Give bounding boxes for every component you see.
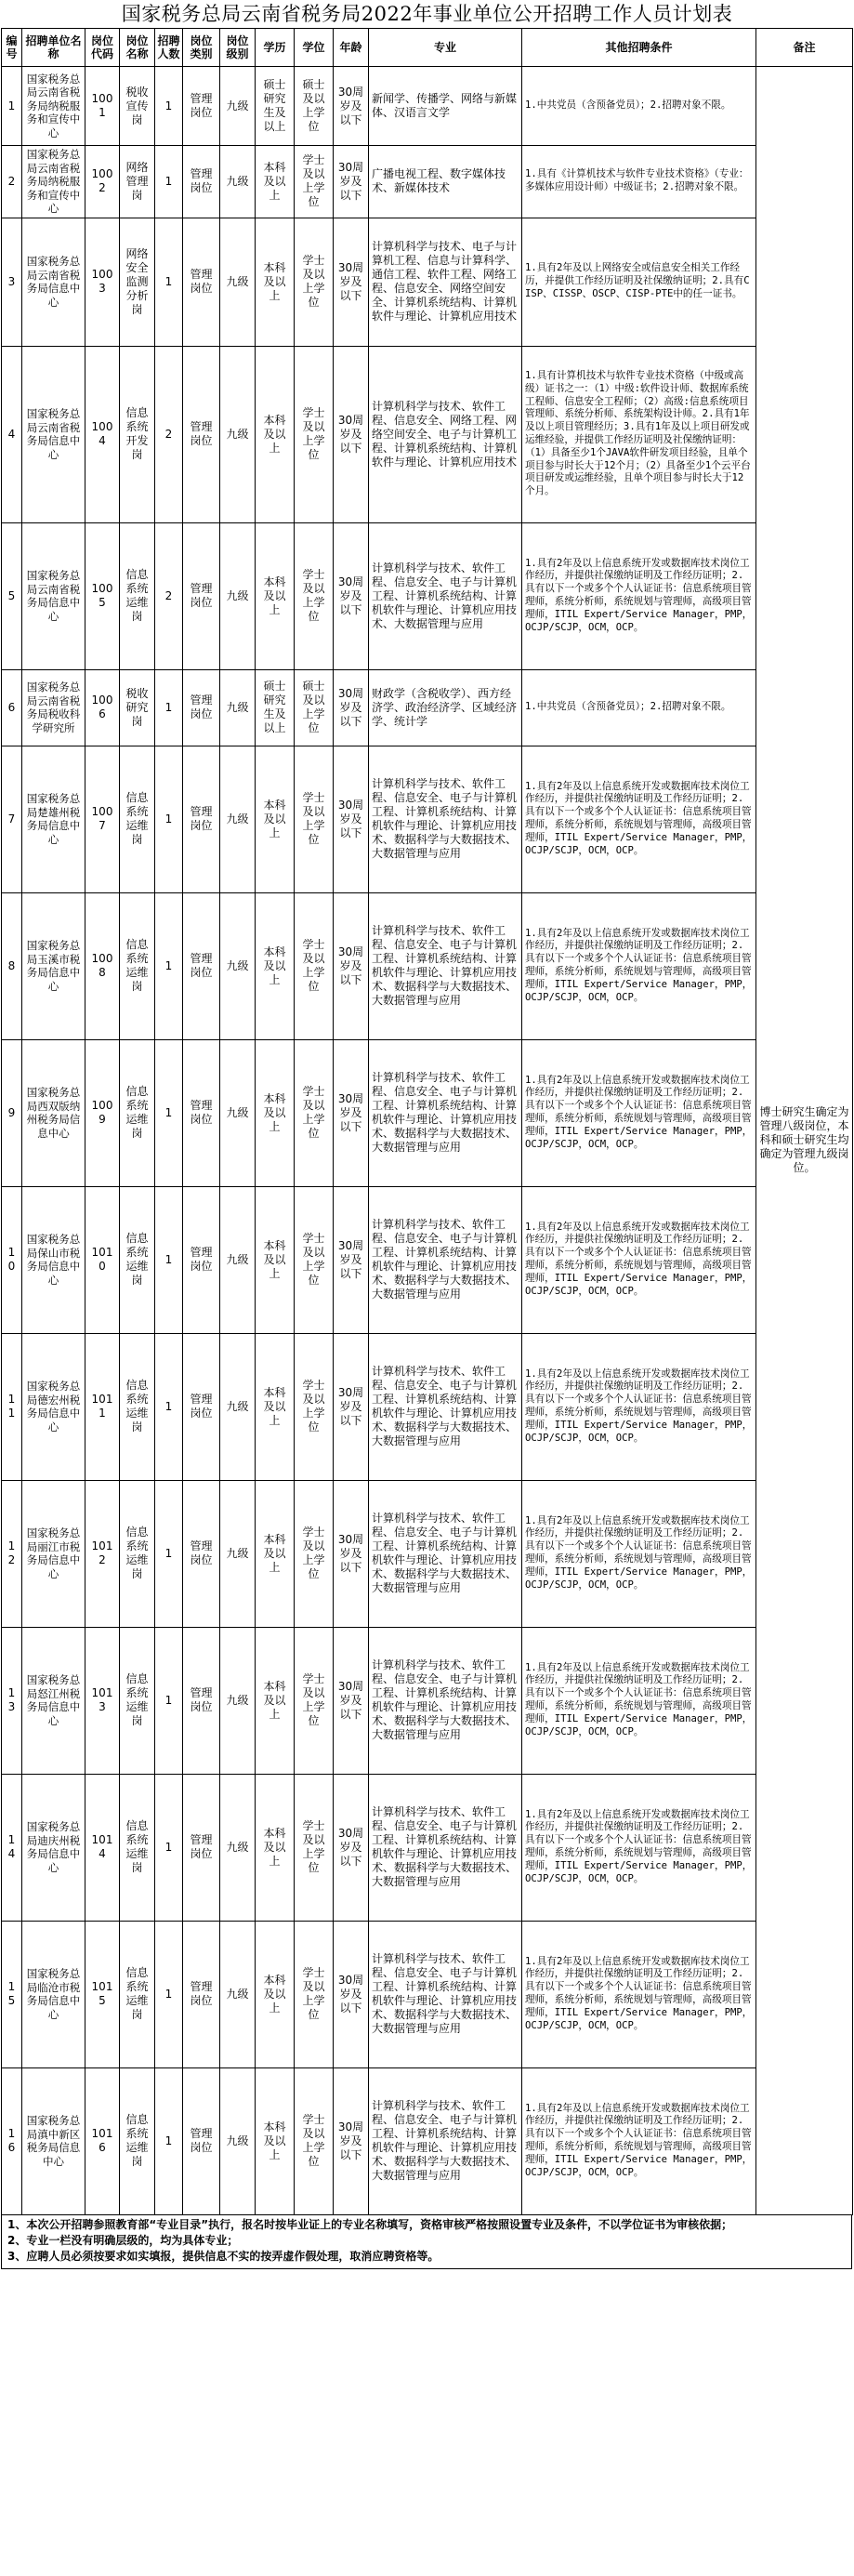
unit-name-cell: 国家税务总局云南省税务局税收科学研究所 (22, 669, 85, 746)
header-cell: 岗位类别 (183, 29, 220, 67)
post-code-cell: 1014 (85, 1774, 120, 1921)
age-limit-cell: 30周岁及以下 (334, 1480, 369, 1627)
post-category-cell: 管理岗位 (183, 892, 220, 1039)
education-cell: 本科及以上 (256, 1186, 295, 1333)
other-conditions-cell: 1.具有2年及以上信息系统开发或数据库技术岗位工作经历，并提供社保缴纳证明及工作经历证明；2.具有以下一个或多个个人认证证书：信息系统项目管理师，系统分析师，系统规划与管理师，高级项目管理师，ITIL Expert/Service Manager，PMP，OCJP/SCJP，OCM，OCP。 (522, 1333, 756, 1480)
header-cell: 学历 (256, 29, 295, 67)
header-cell: 岗位代码 (85, 29, 120, 67)
age-limit-cell: 30周岁及以下 (334, 1627, 369, 1774)
table-row (2, 146, 853, 218)
major-cell: 计算机科学与技术、软件工程、信息安全、电子与计算机工程、计算机系统结构、计算机软件与理论、计算机应用技术、数据科学与大数据技术、大数据管理与应用 (369, 746, 522, 892)
page-title: 国家税务总局云南省税务局2022年事业单位公开招聘工作人员计划表 (121, 3, 733, 25)
post-category-cell: 管理岗位 (183, 1480, 220, 1627)
hire-count-cell: 1 (155, 746, 183, 892)
degree-cell: 学士及以上学位 (295, 1186, 334, 1333)
header-cell: 年龄 (334, 29, 369, 67)
header-cell: 岗位级别 (220, 29, 256, 67)
post-name-cell: 信息系统开发岗 (120, 346, 155, 522)
major-cell: 计算机科学与技术、电子与计算机工程、信息与计算科学、通信工程、软件工程、网络工程、信息安全、网络空间安全、计算机系统结构、计算机软件与理论、计算机应用技术 (369, 218, 522, 346)
post-level-cell: 九级 (220, 67, 256, 146)
post-category-cell: 管理岗位 (183, 146, 220, 218)
header-cell: 招聘人数 (155, 29, 183, 67)
table-row (2, 522, 853, 669)
education-cell: 本科及以上 (256, 892, 295, 1039)
age-limit-cell: 30周岁及以下 (334, 67, 369, 146)
age-limit-cell: 30周岁及以下 (334, 669, 369, 746)
row-number-cell: 16 (2, 2067, 22, 2214)
degree-cell: 硕士及以上学位 (295, 67, 334, 146)
education-cell: 本科及以上 (256, 218, 295, 346)
row-number-cell: 13 (2, 1627, 22, 1774)
header-cell: 专业 (369, 29, 522, 67)
post-level-cell: 九级 (220, 746, 256, 892)
header-cell: 编号 (2, 29, 22, 67)
row-number-cell: 3 (2, 218, 22, 346)
table-row (2, 346, 853, 522)
other-conditions-cell: 1.中共党员（含预备党员）；2.招聘对象不限。 (522, 669, 756, 746)
degree-cell: 学士及以上学位 (295, 2067, 334, 2214)
row-number-cell: 6 (2, 669, 22, 746)
post-code-cell: 1008 (85, 892, 120, 1039)
post-level-cell: 九级 (220, 146, 256, 218)
post-code-cell: 1009 (85, 1039, 120, 1186)
unit-name-cell: 国家税务总局丽江市税务局信息中心 (22, 1480, 85, 1627)
other-conditions-cell: 1.具有2年及以上信息系统开发或数据库技术岗位工作经历，并提供社保缴纳证明及工作经历证明；2.具有以下一个或多个个人认证证书：信息系统项目管理师，系统分析师，系统规划与管理师，高级项目管理师，ITIL Expert/Service Manager，PMP，OCJP/SCJP，OCM，OCP。 (522, 2067, 756, 2214)
unit-name-cell: 国家税务总局云南省税务局信息中心 (22, 522, 85, 669)
other-conditions-cell: 1.中共党员（含预备党员）；2.招聘对象不限。 (522, 67, 756, 146)
post-code-cell: 1011 (85, 1333, 120, 1480)
post-name-cell: 信息系统运维岗 (120, 1480, 155, 1627)
major-cell: 计算机科学与技术、软件工程、信息安全、电子与计算机工程、计算机系统结构、计算机软件与理论、计算机应用技术、数据科学与大数据技术、大数据管理与应用 (369, 892, 522, 1039)
table-row (2, 2067, 853, 2214)
row-number-cell: 1 (2, 67, 22, 146)
hire-count-cell: 1 (155, 1186, 183, 1333)
education-cell: 本科及以上 (256, 2067, 295, 2214)
hire-count-cell: 1 (155, 67, 183, 146)
degree-cell: 硕士及以上学位 (295, 669, 334, 746)
post-level-cell: 九级 (220, 669, 256, 746)
post-name-cell: 信息系统运维岗 (120, 2067, 155, 2214)
post-category-cell: 管理岗位 (183, 2067, 220, 2214)
unit-name-cell: 国家税务总局临沧市税务局信息中心 (22, 1921, 85, 2067)
table-row (2, 746, 853, 892)
header-cell: 其他招聘条件 (522, 29, 756, 67)
post-category-cell: 管理岗位 (183, 218, 220, 346)
unit-name-cell: 国家税务总局云南省税务局信息中心 (22, 218, 85, 346)
degree-cell: 学士及以上学位 (295, 146, 334, 218)
post-name-cell: 信息系统运维岗 (120, 1627, 155, 1774)
post-name-cell: 网络安全监测分析岗 (120, 218, 155, 346)
note-line: 2、专业一栏没有明确层级的，均为具体专业； (7, 2233, 239, 2247)
row-number-cell: 12 (2, 1480, 22, 1627)
unit-name-cell: 国家税务总局滇中新区税务局信息中心 (22, 2067, 85, 2214)
education-cell: 本科及以上 (256, 1333, 295, 1480)
other-conditions-cell: 1.具有《计算机技术与软件专业技术资格》（专业：多媒体应用设计师）中级证书；2.招聘对象不限。 (522, 146, 756, 218)
unit-name-cell: 国家税务总局怒江州税务局信息中心 (22, 1627, 85, 1774)
degree-cell: 学士及以上学位 (295, 1039, 334, 1186)
other-conditions-cell: 1.具有2年及以上信息系统开发或数据库技术岗位工作经历，并提供社保缴纳证明及工作经历证明；2.具有以下一个或多个个人认证证书：信息系统项目管理师，系统分析师，系统规划与管理师，高级项目管理师，ITIL Expert/Service Manager，PMP，OCJP/SCJP，OCM，OCP。 (522, 892, 756, 1039)
hire-count-cell: 2 (155, 522, 183, 669)
hire-count-cell: 1 (155, 892, 183, 1039)
row-number-cell: 10 (2, 1186, 22, 1333)
unit-name-cell: 国家税务总局德宏州税务局信息中心 (22, 1333, 85, 1480)
major-cell: 计算机科学与技术、软件工程、信息安全、电子与计算机工程、计算机系统结构、计算机软件与理论、计算机应用技术、数据科学与大数据技术、大数据管理与应用 (369, 1480, 522, 1627)
other-conditions-cell: 1.具有2年及以上信息系统开发或数据库技术岗位工作经历，并提供社保缴纳证明及工作经历证明；2.具有以下一个或多个个人认证证书：信息系统项目管理师，系统分析师，系统规划与管理师，高级项目管理师，ITIL Expert/Service Manager，PMP，OCJP/SCJP，OCM，OCP。 (522, 746, 756, 892)
table-row (2, 67, 853, 146)
note-line: 1、本次公开招聘参照教育部“专业目录”执行，报名时按毕业证上的专业名称填写，资格审核严格按照设置专业及条件，不以学位证书为审核依据； (7, 2217, 733, 2231)
age-limit-cell: 30周岁及以下 (334, 892, 369, 1039)
post-category-cell: 管理岗位 (183, 669, 220, 746)
degree-cell: 学士及以上学位 (295, 746, 334, 892)
age-limit-cell: 30周岁及以下 (334, 2067, 369, 2214)
post-category-cell: 管理岗位 (183, 1333, 220, 1480)
post-level-cell: 九级 (220, 1480, 256, 1627)
major-cell: 计算机科学与技术、软件工程、信息安全、电子与计算机工程、计算机系统结构、计算机软件与理论、计算机应用技术、数据科学与大数据技术、大数据管理与应用 (369, 1921, 522, 2067)
row-number-cell: 15 (2, 1921, 22, 2067)
degree-cell: 学士及以上学位 (295, 892, 334, 1039)
table-row (2, 669, 853, 746)
row-number-cell: 14 (2, 1774, 22, 1921)
post-level-cell: 九级 (220, 218, 256, 346)
post-level-cell: 九级 (220, 522, 256, 669)
major-cell: 计算机科学与技术、软件工程、信息安全、电子与计算机工程、计算机系统结构、计算机软件与理论、计算机应用技术、数据科学与大数据技术、大数据管理与应用 (369, 1039, 522, 1186)
major-cell: 计算机科学与技术、软件工程、信息安全、网络工程、网络空间安全、电子与计算机工程、计算机系统结构、计算机软件与理论、计算机应用技术 (369, 346, 522, 522)
education-cell: 硕士研究生及以上 (256, 67, 295, 146)
post-name-cell: 税收研究岗 (120, 669, 155, 746)
major-cell: 新闻学、传播学、网络与新媒体、汉语言文学 (369, 67, 522, 146)
other-conditions-cell: 1.具有2年及以上信息系统开发或数据库技术岗位工作经历，并提供社保缴纳证明及工作经历证明；2.具有以下一个或多个个人认证证书：信息系统项目管理师，系统分析师，系统规划与管理师，高级项目管理师，ITIL Expert/Service Manager，PMP，OCJP/SCJP，OCM，OCP。 (522, 1480, 756, 1627)
education-cell: 硕士研究生及以上 (256, 669, 295, 746)
education-cell: 本科及以上 (256, 1921, 295, 2067)
post-code-cell: 1007 (85, 746, 120, 892)
post-name-cell: 信息系统运维岗 (120, 1333, 155, 1480)
age-limit-cell: 30周岁及以下 (334, 346, 369, 522)
major-cell: 计算机科学与技术、软件工程、信息安全、电子与计算机工程、计算机系统结构、计算机软件与理论、计算机应用技术、数据科学与大数据技术、大数据管理与应用 (369, 1627, 522, 1774)
degree-cell: 学士及以上学位 (295, 218, 334, 346)
unit-name-cell: 国家税务总局保山市税务局信息中心 (22, 1186, 85, 1333)
other-conditions-cell: 1.具有2年及以上信息系统开发或数据库技术岗位工作经历，并提供社保缴纳证明及工作经历证明；2.具有以下一个或多个个人认证证书：信息系统项目管理师，系统分析师，系统规划与管理师，高级项目管理师，ITIL Expert/Service Manager，PMP，OCJP/SCJP，OCM，OCP。 (522, 522, 756, 669)
row-number-cell: 4 (2, 346, 22, 522)
post-code-cell: 1004 (85, 346, 120, 522)
table-row (2, 1333, 853, 1480)
post-category-cell: 管理岗位 (183, 746, 220, 892)
education-cell: 本科及以上 (256, 1774, 295, 1921)
other-conditions-cell: 1.具有2年及以上网络安全或信息安全相关工作经历，并提供工作经历证明及社保缴纳证明；2.具有CISP、CISSP、OSCP、CISP-PTE中的任一证书。 (522, 218, 756, 346)
post-category-cell: 管理岗位 (183, 522, 220, 669)
table-header-row (2, 29, 853, 67)
post-category-cell: 管理岗位 (183, 346, 220, 522)
age-limit-cell: 30周岁及以下 (334, 1186, 369, 1333)
post-name-cell: 信息系统运维岗 (120, 1186, 155, 1333)
post-level-cell: 九级 (220, 1921, 256, 2067)
hire-count-cell: 1 (155, 1333, 183, 1480)
post-category-cell: 管理岗位 (183, 1627, 220, 1774)
row-number-cell: 11 (2, 1333, 22, 1480)
row-number-cell: 5 (2, 522, 22, 669)
table-row (2, 1627, 853, 1774)
major-cell: 财政学（含税收学）、西方经济学、政治经济学、区域经济学、统计学 (369, 669, 522, 746)
post-code-cell: 1010 (85, 1186, 120, 1333)
table-row (2, 218, 853, 346)
header-cell: 岗位名称 (120, 29, 155, 67)
major-cell: 计算机科学与技术、软件工程、信息安全、电子与计算机工程、计算机系统结构、计算机软件与理论、计算机应用技术、数据科学与大数据技术、大数据管理与应用 (369, 2067, 522, 2214)
education-cell: 本科及以上 (256, 746, 295, 892)
post-code-cell: 1001 (85, 67, 120, 146)
table-row (2, 1921, 853, 2067)
other-conditions-cell: 1.具有2年及以上信息系统开发或数据库技术岗位工作经历，并提供社保缴纳证明及工作经历证明；2.具有以下一个或多个个人认证证书：信息系统项目管理师，系统分析师，系统规划与管理师，高级项目管理师，ITIL Expert/Service Manager，PMP，OCJP/SCJP，OCM，OCP。 (522, 1774, 756, 1921)
post-name-cell: 网络管理岗 (120, 146, 155, 218)
table-row (2, 1039, 853, 1186)
hire-count-cell: 1 (155, 1921, 183, 2067)
notes-section (1, 2215, 852, 2269)
table-row (2, 1480, 853, 1627)
unit-name-cell: 国家税务总局云南省税务局纳税服务和宣传中心 (22, 146, 85, 218)
header-cell: 学位 (295, 29, 334, 67)
post-category-cell: 管理岗位 (183, 1039, 220, 1186)
recruitment-plan-table (1, 28, 853, 2215)
post-level-cell: 九级 (220, 1186, 256, 1333)
post-level-cell: 九级 (220, 346, 256, 522)
post-category-cell: 管理岗位 (183, 1186, 220, 1333)
unit-name-cell: 国家税务总局云南省税务局纳税服务和宣传中心 (22, 67, 85, 146)
post-level-cell: 九级 (220, 2067, 256, 2214)
post-name-cell: 信息系统运维岗 (120, 1774, 155, 1921)
major-cell: 计算机科学与技术、软件工程、信息安全、电子与计算机工程、计算机系统结构、计算机软件与理论、计算机应用技术、数据科学与大数据技术、大数据管理与应用 (369, 1333, 522, 1480)
post-code-cell: 1005 (85, 522, 120, 669)
post-category-cell: 管理岗位 (183, 67, 220, 146)
post-category-cell: 管理岗位 (183, 1774, 220, 1921)
post-category-cell: 管理岗位 (183, 1921, 220, 2067)
education-cell: 本科及以上 (256, 1039, 295, 1186)
degree-cell: 学士及以上学位 (295, 1480, 334, 1627)
degree-cell: 学士及以上学位 (295, 346, 334, 522)
header-cell: 招聘单位名称 (22, 29, 85, 67)
post-level-cell: 九级 (220, 1774, 256, 1921)
hire-count-cell: 1 (155, 218, 183, 346)
education-cell: 本科及以上 (256, 522, 295, 669)
post-code-cell: 1015 (85, 1921, 120, 2067)
unit-name-cell: 国家税务总局楚雄州税务局信息中心 (22, 746, 85, 892)
post-name-cell: 信息系统运维岗 (120, 522, 155, 669)
post-name-cell: 信息系统运维岗 (120, 746, 155, 892)
hire-count-cell: 1 (155, 1039, 183, 1186)
post-name-cell: 信息系统运维岗 (120, 1039, 155, 1186)
post-code-cell: 1012 (85, 1480, 120, 1627)
row-number-cell: 9 (2, 1039, 22, 1186)
row-number-cell: 8 (2, 892, 22, 1039)
other-conditions-cell: 1.具有计算机技术与软件专业技术资格（中级或高级）证书之一：（1）中级:软件设计师、数据库系统工程师、信息安全工程师；（2）高级:信息系统项目管理师、系统分析师、系统架构设计师。2.具有1年及以上项目管理经历；3.具有1年及以上项目研发或运维经验，并提供工作经历证明及社保缴纳证明：（1）具备至少1个JAVA软件研发项目经验，且单个项目参与时长大于12个月；（2）具备至少1个云平台项目研发或运维经验，且单个项目参与时长大于12个月。 (522, 346, 756, 522)
hire-count-cell: 2 (155, 346, 183, 522)
other-conditions-cell: 1.具有2年及以上信息系统开发或数据库技术岗位工作经历，并提供社保缴纳证明及工作经历证明；2.具有以下一个或多个个人认证证书：信息系统项目管理师，系统分析师，系统规划与管理师，高级项目管理师，ITIL Expert/Service Manager，PMP，OCJP/SCJP，OCM，OCP。 (522, 1627, 756, 1774)
age-limit-cell: 30周岁及以下 (334, 746, 369, 892)
unit-name-cell: 国家税务总局迪庆州税务局信息中心 (22, 1774, 85, 1921)
post-code-cell: 1016 (85, 2067, 120, 2214)
note-line: 3、应聘人员必须按要求如实填报，提供信息不实的按弄虚作假处理，取消应聘资格等。 (7, 2249, 440, 2263)
age-limit-cell: 30周岁及以下 (334, 1333, 369, 1480)
header-cell: 备注 (756, 29, 853, 67)
post-code-cell: 1013 (85, 1627, 120, 1774)
post-code-cell: 1002 (85, 146, 120, 218)
degree-cell: 学士及以上学位 (295, 1921, 334, 2067)
age-limit-cell: 30周岁及以下 (334, 1039, 369, 1186)
age-limit-cell: 30周岁及以下 (334, 1921, 369, 2067)
post-code-cell: 1003 (85, 218, 120, 346)
hire-count-cell: 1 (155, 1480, 183, 1627)
post-code-cell: 1006 (85, 669, 120, 746)
age-limit-cell: 30周岁及以下 (334, 522, 369, 669)
major-cell: 广播电视工程、数字媒体技术、新媒体技术 (369, 146, 522, 218)
unit-name-cell: 国家税务总局玉溪市税务局信息中心 (22, 892, 85, 1039)
age-limit-cell: 30周岁及以下 (334, 146, 369, 218)
table-row (2, 1774, 853, 1921)
row-number-cell: 7 (2, 746, 22, 892)
remark-cell: 博士研究生确定为管理八级岗位，本科和硕士研究生均确定为管理九级岗位。 (756, 67, 853, 2215)
other-conditions-cell: 1.具有2年及以上信息系统开发或数据库技术岗位工作经历，并提供社保缴纳证明及工作经历证明；2.具有以下一个或多个个人认证证书：信息系统项目管理师，系统分析师，系统规划与管理师，高级项目管理师，ITIL Expert/Service Manager，PMP，OCJP/SCJP，OCM，OCP。 (522, 1921, 756, 2067)
post-name-cell: 信息系统运维岗 (120, 892, 155, 1039)
hire-count-cell: 1 (155, 1774, 183, 1921)
education-cell: 本科及以上 (256, 1480, 295, 1627)
hire-count-cell: 1 (155, 669, 183, 746)
table-row (2, 892, 853, 1039)
hire-count-cell: 1 (155, 2067, 183, 2214)
age-limit-cell: 30周岁及以下 (334, 1774, 369, 1921)
table-row (2, 1186, 853, 1333)
major-cell: 计算机科学与技术、软件工程、信息安全、电子与计算机工程、计算机系统结构、计算机软件与理论、计算机应用技术、数据科学与大数据技术、大数据管理与应用 (369, 1186, 522, 1333)
education-cell: 本科及以上 (256, 346, 295, 522)
other-conditions-cell: 1.具有2年及以上信息系统开发或数据库技术岗位工作经历，并提供社保缴纳证明及工作经历证明；2.具有以下一个或多个个人认证证书：信息系统项目管理师，系统分析师，系统规划与管理师，高级项目管理师，ITIL Expert/Service Manager，PMP，OCJP/SCJP，OCM，OCP。 (522, 1039, 756, 1186)
post-level-cell: 九级 (220, 1627, 256, 1774)
education-cell: 本科及以上 (256, 146, 295, 218)
degree-cell: 学士及以上学位 (295, 1333, 334, 1480)
table-body (2, 67, 853, 2215)
degree-cell: 学士及以上学位 (295, 1627, 334, 1774)
hire-count-cell: 1 (155, 1627, 183, 1774)
hire-count-cell: 1 (155, 146, 183, 218)
degree-cell: 学士及以上学位 (295, 522, 334, 669)
education-cell: 本科及以上 (256, 1627, 295, 1774)
age-limit-cell: 30周岁及以下 (334, 218, 369, 346)
row-number-cell: 2 (2, 146, 22, 218)
major-cell: 计算机科学与技术、软件工程、信息安全、电子与计算机工程、计算机系统结构、计算机软件与理论、计算机应用技术、大数据管理与应用 (369, 522, 522, 669)
unit-name-cell: 国家税务总局西双版纳州税务局信息中心 (22, 1039, 85, 1186)
unit-name-cell: 国家税务总局云南省税务局信息中心 (22, 346, 85, 522)
other-conditions-cell: 1.具有2年及以上信息系统开发或数据库技术岗位工作经历，并提供社保缴纳证明及工作经历证明；2.具有以下一个或多个个人认证证书：信息系统项目管理师，系统分析师，系统规划与管理师，高级项目管理师，ITIL Expert/Service Manager，PMP，OCJP/SCJP，OCM，OCP。 (522, 1186, 756, 1333)
post-name-cell: 税收宣传岗 (120, 67, 155, 146)
major-cell: 计算机科学与技术、软件工程、信息安全、电子与计算机工程、计算机系统结构、计算机软件与理论、计算机应用技术、数据科学与大数据技术、大数据管理与应用 (369, 1774, 522, 1921)
post-level-cell: 九级 (220, 1039, 256, 1186)
post-level-cell: 九级 (220, 892, 256, 1039)
degree-cell: 学士及以上学位 (295, 1774, 334, 1921)
post-name-cell: 信息系统运维岗 (120, 1921, 155, 2067)
post-level-cell: 九级 (220, 1333, 256, 1480)
